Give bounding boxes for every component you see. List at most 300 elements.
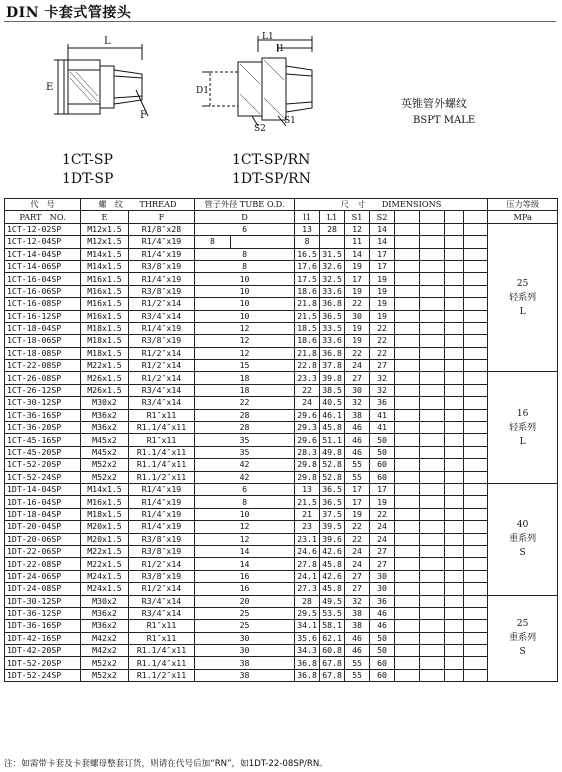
table-cell: 15 (195, 360, 295, 372)
table-cell-empty (464, 384, 488, 396)
table-cell-empty (420, 310, 445, 322)
table-cell-empty (445, 335, 464, 347)
table-cell: 29.6 (295, 434, 320, 446)
table-cell: 21.8 (295, 298, 320, 310)
table-cell-empty (395, 545, 420, 557)
table-cell: 13 (295, 483, 320, 495)
table-cell-empty (464, 570, 488, 582)
label-l1: l1 (276, 44, 285, 54)
table-cell: 1DT-22-08SP (5, 558, 81, 570)
table-cell-empty (420, 322, 445, 334)
table-cell: M45x2 (81, 434, 129, 446)
table-cell: 41 (370, 422, 395, 434)
table-cell: 34.3 (295, 645, 320, 657)
table-cell: 46 (345, 645, 370, 657)
table-cell-empty (464, 260, 488, 272)
table-cell-empty (395, 285, 420, 297)
table-cell: 6 (195, 483, 295, 495)
header-f: F (129, 211, 195, 223)
table-cell: M52x2 (81, 459, 129, 471)
table-row (5, 409, 558, 421)
table-cell-empty (445, 310, 464, 322)
table-row (5, 620, 558, 632)
table-cell: 45.8 (320, 558, 345, 570)
table-cell: 67.8 (320, 669, 345, 681)
table-cell-empty (464, 298, 488, 310)
table-cell: 28 (295, 595, 320, 607)
table-cell-empty (464, 471, 488, 483)
table-cell: 24 (295, 397, 320, 409)
table-cell: M52x2 (81, 471, 129, 483)
table-cell-empty (445, 446, 464, 458)
table-cell-empty (464, 273, 488, 285)
table-cell-empty (420, 471, 445, 483)
label-E: E (46, 82, 54, 93)
table-row (5, 285, 558, 297)
table-row (5, 657, 558, 669)
spec-table (4, 198, 558, 682)
table-cell-empty (420, 223, 445, 235)
table-cell: 46 (345, 434, 370, 446)
table-cell: 10 (195, 273, 295, 285)
table-cell: 29.8 (295, 459, 320, 471)
table-cell-empty (445, 223, 464, 235)
table-cell: 1CT-16-06SP (5, 285, 81, 297)
table-row (5, 607, 558, 619)
table-cell: 1CT-16-08SP (5, 298, 81, 310)
pressure-series: 重系列 (509, 633, 537, 644)
table-cell-empty (395, 471, 420, 483)
table-cell: 1DT-42-20SP (5, 645, 81, 657)
table-cell: 19 (345, 508, 370, 520)
table-cell: R1/4″x19 (129, 322, 195, 334)
table-cell: 27 (345, 583, 370, 595)
table-cell: 22 (370, 508, 395, 520)
table-cell: 19 (370, 273, 395, 285)
table-cell: 12 (195, 335, 295, 347)
table-cell: 22 (345, 298, 370, 310)
table-cell-empty (420, 236, 445, 248)
table-cell: R1/4″x19 (129, 273, 195, 285)
table-cell-empty (395, 236, 420, 248)
table-cell-empty (395, 595, 420, 607)
table-cell: R3/8″x19 (129, 260, 195, 272)
table-cell: 35.6 (295, 632, 320, 644)
table-cell: 37.5 (320, 508, 345, 520)
table-cell: 33.6 (320, 335, 345, 347)
table-row (5, 298, 558, 310)
table-cell-empty (395, 446, 420, 458)
footnote: 注：如需带卡套及卡套螺母整套订货，则请在代号后加“RN”，如1DT-22-08SP/RN。 (4, 759, 328, 769)
table-cell-empty (420, 521, 445, 533)
table-cell: 18.6 (295, 285, 320, 297)
table-cell-empty (395, 422, 420, 434)
table-row (5, 260, 558, 272)
table-cell-empty (464, 372, 488, 384)
table-cell: 19 (345, 335, 370, 347)
table-cell: M26x1.5 (81, 384, 129, 396)
table-cell: 32.6 (320, 260, 345, 272)
table-cell: M36x2 (81, 422, 129, 434)
pressure-group-cell (488, 483, 558, 595)
table-cell-empty (420, 583, 445, 595)
header-L1: L1 (320, 211, 345, 223)
table-cell-empty (445, 298, 464, 310)
table-cell: M26x1.5 (81, 372, 129, 384)
table-cell: M18x1.5 (81, 508, 129, 520)
table-cell: 17 (370, 260, 395, 272)
table-cell-empty (395, 558, 420, 570)
table-cell: 22 (295, 384, 320, 396)
table-cell: R3/8″x19 (129, 335, 195, 347)
table-cell: R1/2″x14 (129, 360, 195, 372)
table-cell-empty (445, 595, 464, 607)
table-cell-empty (420, 360, 445, 372)
table-cell: 23 (295, 521, 320, 533)
table-cell: 24 (345, 360, 370, 372)
table-cell: 1DT-14-04SP (5, 483, 81, 495)
table-cell-empty (464, 583, 488, 595)
table-cell-empty (464, 508, 488, 520)
header-d: D (195, 211, 295, 223)
table-cell: 29.3 (295, 422, 320, 434)
table-cell: R3/8″x19 (129, 545, 195, 557)
table-cell: 19 (370, 310, 395, 322)
table-cell: 36 (370, 595, 395, 607)
table-cell-empty (464, 632, 488, 644)
pressure-group-cell (488, 595, 558, 682)
table-row (5, 508, 558, 520)
table-cell: 33.5 (320, 322, 345, 334)
table-cell: 50 (370, 446, 395, 458)
table-cell: 45.8 (320, 422, 345, 434)
table-cell: 60.8 (320, 645, 345, 657)
table-row (5, 669, 558, 681)
table-cell-empty (395, 620, 420, 632)
pressure-letter: S (519, 647, 526, 658)
code-1ct-sp-rn: 1CT-SP/RN (232, 152, 311, 168)
table-cell: 30 (370, 570, 395, 582)
table-cell: 17 (370, 483, 395, 495)
pressure-value: 25 (516, 278, 529, 289)
table-cell-empty (395, 459, 420, 471)
table-cell: R1/2″x14 (129, 558, 195, 570)
table-cell: 38 (345, 409, 370, 421)
table-cell: 46 (370, 620, 395, 632)
table-cell-empty (420, 533, 445, 545)
table-cell-empty (420, 620, 445, 632)
table-cell-empty (445, 545, 464, 557)
table-cell: R3/4″x14 (129, 607, 195, 619)
label-L1: L1 (262, 32, 274, 42)
table-cell: 36.8 (295, 657, 320, 669)
table-cell-empty (420, 459, 445, 471)
table-cell: 28.3 (295, 446, 320, 458)
table-cell-empty (464, 459, 488, 471)
table-cell: R1/2″x14 (129, 347, 195, 359)
table-cell-empty (445, 508, 464, 520)
header-code: 代 号 (5, 199, 81, 211)
table-cell-empty (445, 422, 464, 434)
table-cell: M16x1.5 (81, 298, 129, 310)
table-cell-empty (445, 397, 464, 409)
table-row (5, 595, 558, 607)
table-cell: 35 (195, 434, 295, 446)
table-cell: 1CT-26-08SP (5, 372, 81, 384)
table-cell: M16x1.5 (81, 285, 129, 297)
table-cell: 1DT-16-04SP (5, 496, 81, 508)
table-cell-empty (420, 508, 445, 520)
table-cell: 22 (195, 397, 295, 409)
table-cell: 17 (345, 483, 370, 495)
table-cell: R1/8″x28 (129, 223, 195, 235)
table-cell-empty (395, 322, 420, 334)
table-cell: 14 (345, 248, 370, 260)
header-s2: S2 (370, 211, 395, 223)
table-cell-empty (445, 434, 464, 446)
table-cell: 8 (195, 260, 295, 272)
table-cell-empty (420, 632, 445, 644)
table-cell: 12 (195, 521, 295, 533)
table-cell-empty (464, 607, 488, 619)
table-cell-empty (464, 347, 488, 359)
table-cell-empty (464, 669, 488, 681)
table-cell: 67.8 (320, 657, 345, 669)
table-cell: 1CT-36-16SP (5, 409, 81, 421)
table-cell: 53.5 (320, 607, 345, 619)
table-cell: 42 (195, 471, 295, 483)
table-cell: R1″x11 (129, 434, 195, 446)
table-cell: M18x1.5 (81, 347, 129, 359)
table-row (5, 223, 558, 235)
table-cell: M12x1.5 (81, 223, 129, 235)
table-cell: 39.8 (320, 372, 345, 384)
table-cell-empty (445, 607, 464, 619)
table-cell: 1CT-18-04SP (5, 322, 81, 334)
table-cell: R1″x11 (129, 620, 195, 632)
table-cell-empty (395, 360, 420, 372)
table-cell-empty (395, 669, 420, 681)
table-cell: 38.5 (320, 384, 345, 396)
table-cell: 55 (345, 471, 370, 483)
pressure-group-cell (488, 372, 558, 484)
table-cell: M22x1.5 (81, 558, 129, 570)
table-cell: R1/4″x19 (129, 508, 195, 520)
table-cell: 46 (345, 446, 370, 458)
table-cell-empty (464, 496, 488, 508)
table-cell-empty (464, 322, 488, 334)
table-cell: 1CT-36-20SP (5, 422, 81, 434)
table-cell: 1DT-52-24SP (5, 669, 81, 681)
table-cell-empty (395, 260, 420, 272)
table-cell: R1″x11 (129, 632, 195, 644)
table-cell: R1/4″x19 (129, 248, 195, 260)
table-cell: 34.1 (295, 620, 320, 632)
table-cell: 1DT-36-12SP (5, 607, 81, 619)
table-cell: M52x2 (81, 669, 129, 681)
table-cell-empty (464, 434, 488, 446)
table-cell-empty (395, 632, 420, 644)
table-row (5, 471, 558, 483)
table-cell: M14x1.5 (81, 483, 129, 495)
table-row (5, 496, 558, 508)
table-cell: 1CT-45-16SP (5, 434, 81, 446)
table-cell: R1.1/4″x11 (129, 459, 195, 471)
table-cell: 1CT-18-08SP (5, 347, 81, 359)
table-cell: 24 (370, 521, 395, 533)
table-cell: 1DT-42-16SP (5, 632, 81, 644)
thread-type-en: BSPT MALE (413, 115, 476, 126)
pressure-group-cell (488, 223, 558, 372)
table-cell: 17 (370, 248, 395, 260)
table-cell: M18x1.5 (81, 322, 129, 334)
table-cell: R3/4″x14 (129, 397, 195, 409)
table-cell-empty (395, 223, 420, 235)
label-D1: D1 (196, 86, 209, 96)
table-cell: R1.1/4″x11 (129, 645, 195, 657)
table-cell: 24 (370, 533, 395, 545)
table-cell-empty (420, 273, 445, 285)
table-cell: 1CT-14-04SP (5, 248, 81, 260)
table-cell: 29.8 (295, 471, 320, 483)
table-cell: M12x1.5 (81, 236, 129, 248)
code-1dt-sp: 1DT-SP (62, 171, 114, 187)
table-cell: 46 (370, 607, 395, 619)
table-cell: 30 (345, 384, 370, 396)
table-cell: 23.3 (295, 372, 320, 384)
table-cell-empty (420, 434, 445, 446)
table-cell-empty (231, 236, 295, 248)
table-cell-empty (395, 248, 420, 260)
table-cell-empty (464, 422, 488, 434)
table-row (5, 446, 558, 458)
table-cell: 22 (345, 533, 370, 545)
table-cell: 39.5 (320, 521, 345, 533)
table-cell: 19 (370, 298, 395, 310)
table-cell: 8 (195, 496, 295, 508)
table-cell: 1CT-30-12SP (5, 397, 81, 409)
table-cell: M52x2 (81, 657, 129, 669)
table-cell-empty (445, 273, 464, 285)
table-cell-empty (420, 347, 445, 359)
pressure-value: 25 (516, 619, 529, 630)
table-cell: M42x2 (81, 632, 129, 644)
table-cell: R3/8″x19 (129, 533, 195, 545)
table-row (5, 360, 558, 372)
table-cell: 1CT-22-08SP (5, 360, 81, 372)
table-row (5, 384, 558, 396)
table-cell-empty (420, 558, 445, 570)
table-cell-empty (445, 620, 464, 632)
table-cell-empty (395, 521, 420, 533)
table-cell: R1/4″x19 (129, 236, 195, 248)
table-cell: 23.1 (295, 533, 320, 545)
table-cell: 1DT-36-16SP (5, 620, 81, 632)
table-cell-empty (420, 483, 445, 495)
table-cell: R1/2″x14 (129, 298, 195, 310)
table-cell: 19 (370, 285, 395, 297)
table-cell: 21.5 (295, 496, 320, 508)
table-row (5, 422, 558, 434)
table-row (5, 632, 558, 644)
table-cell-empty (420, 335, 445, 347)
table-row (5, 583, 558, 595)
table-cell: 55 (345, 459, 370, 471)
table-row (5, 236, 558, 248)
table-cell: 46.1 (320, 409, 345, 421)
table-cell-empty (420, 496, 445, 508)
label-S2: S2 (254, 124, 266, 134)
table-cell: R1/4″x19 (129, 521, 195, 533)
table-cell: 27 (345, 570, 370, 582)
table-cell: 60 (370, 669, 395, 681)
table-cell: 28 (195, 422, 295, 434)
title-divider (4, 21, 556, 22)
page-title: DIN 卡套式管接头 (6, 5, 132, 21)
table-cell-empty (395, 335, 420, 347)
table-cell-empty (464, 360, 488, 372)
header-mpa: MPa (488, 211, 558, 223)
table-cell-empty (420, 446, 445, 458)
thread-type-cn: 英锥管外螺纹 (401, 97, 467, 110)
table-cell-empty (420, 384, 445, 396)
table-cell: 27.8 (295, 558, 320, 570)
table-cell: 22 (370, 347, 395, 359)
table-cell: 22 (345, 521, 370, 533)
table-cell-empty (420, 409, 445, 421)
table-cell-empty (420, 545, 445, 557)
table-cell: 28 (195, 409, 295, 421)
table-cell: 24 (345, 558, 370, 570)
table-cell: 8 (195, 248, 295, 260)
table-cell-empty (395, 583, 420, 595)
table-cell: 1CT-52-24SP (5, 471, 81, 483)
table-cell-empty (420, 260, 445, 272)
table-cell: 21.5 (295, 310, 320, 322)
table-cell-empty (464, 285, 488, 297)
table-cell: 33.6 (320, 285, 345, 297)
table-cell-empty (395, 409, 420, 421)
label-L: L (104, 36, 111, 47)
table-cell: 22.8 (295, 360, 320, 372)
table-cell: 16 (195, 583, 295, 595)
table-cell: 17.6 (295, 260, 320, 272)
table-cell-empty (464, 236, 488, 248)
label-S1: S1 (284, 116, 296, 126)
table-cell-empty (395, 570, 420, 582)
table-cell: 14 (370, 223, 395, 235)
table-cell: 1DT-22-06SP (5, 545, 81, 557)
table-cell: 27 (345, 372, 370, 384)
table-cell-empty (445, 657, 464, 669)
table-cell: 1DT-20-06SP (5, 533, 81, 545)
table-cell: M24x1.5 (81, 583, 129, 595)
table-cell: M30x2 (81, 397, 129, 409)
table-cell (320, 236, 345, 248)
table-cell: 12 (195, 347, 295, 359)
table-cell-empty (464, 223, 488, 235)
table-row (5, 248, 558, 260)
pressure-letter: L (519, 306, 526, 317)
table-cell-empty (464, 248, 488, 260)
table-row (5, 335, 558, 347)
table-cell: 32 (345, 595, 370, 607)
table-cell: R1/4″x19 (129, 496, 195, 508)
table-cell: 30 (345, 310, 370, 322)
table-cell: M20x1.5 (81, 521, 129, 533)
table-cell: R3/8″x19 (129, 570, 195, 582)
table-cell-empty (445, 533, 464, 545)
